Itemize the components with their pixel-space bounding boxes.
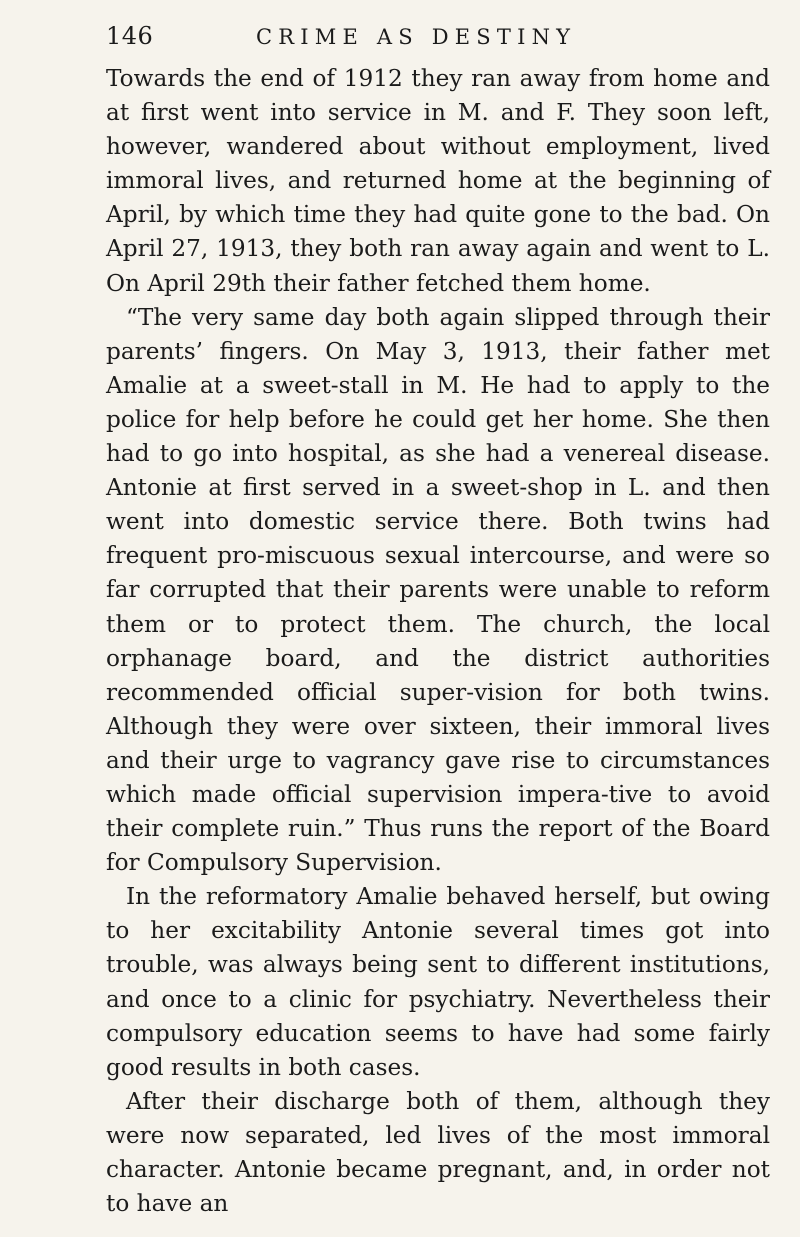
paragraph-2: “The very same day both again slipped through their parents’ fingers. On May 3, 1913, their father met Amalie at a sweet-stall in M. He had to apply to the police for help before he could get her home. She then had to go into hospital, as she had a venereal disease. Antonie at first served in a sweet-shop in L. and then went into domestic service there. Both twins had frequent pro-miscuous sexual intercourse, and were so far corrupted that their parents were unable to reform them or to protect them. The church, the local orphanage board, and the district authorities recommended official super-vision for both twins. Although they were over sixteen, their immoral lives and their urge to vagrancy gave rise to circumstances which made official supervision impera-tive to avoid their complete ruin.” Thus runs the report of the Board for Compulsory Supervision. [106, 303, 770, 877]
running-title: CRIME AS DESTINY [256, 25, 577, 49]
paragraph-1: Towards the end of 1912 they ran away from home and at first went into service in M. and F. They soon left, however, wandered about without employment, lived immoral lives, and returned home at the beginning of April, by which time they had quite gone to the bad. On April 27, 1913, they both ran away again and went to L. On April 29th their father fetched them home. [106, 65, 770, 297]
paragraph-4: After their discharge both of them, although they were now separated, led lives of the most immoral character. Antonie became pregnant, and, in order not to have an [106, 1087, 770, 1218]
body-text [106, 62, 770, 1221]
running-head [106, 22, 742, 56]
page-number: 146 [106, 22, 154, 50]
paragraph-3: In the reformatory Amalie behaved herself, but owing to her excitability Antonie several times got into trouble, was always being sent to different institutions, and once to a clinic for psychiatry. Nevertheless their compulsory education seems to have had some fairly good results in both cases. [106, 883, 770, 1081]
